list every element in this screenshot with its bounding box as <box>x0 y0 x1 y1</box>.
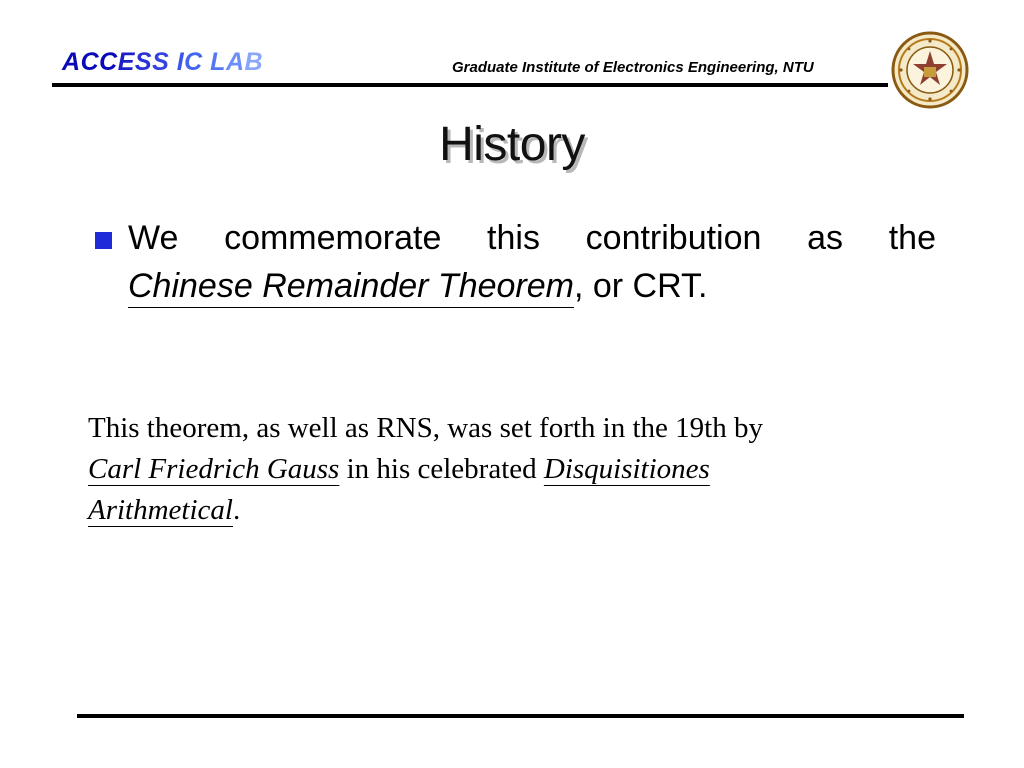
bullet-line-1 <box>128 214 936 262</box>
bullet-square-icon <box>95 232 112 249</box>
bullet-line-2 <box>128 262 936 310</box>
bullet-word: We <box>128 219 179 257</box>
lab-logo-char: A <box>225 48 245 76</box>
lab-logo-char: B <box>244 48 264 76</box>
lab-logo-char: S <box>134 48 153 76</box>
crt-term: Chinese Remainder Theorem <box>128 267 574 305</box>
bullet-word: as <box>807 219 844 257</box>
lab-logo-text <box>62 48 263 77</box>
bullet-word: contribution <box>585 219 762 257</box>
lab-logo-char <box>203 48 210 77</box>
lab-logo-char: C <box>80 48 100 76</box>
work-title-part1: Disquisitiones <box>543 453 710 485</box>
lab-logo-char <box>169 48 176 77</box>
lab-logo-char: I <box>176 48 185 76</box>
para-middle: in his celebrated <box>339 453 544 485</box>
bullet-tail: , or CRT. <box>573 267 708 305</box>
bullet-word: the <box>888 219 936 257</box>
university-seal-icon <box>891 31 969 109</box>
lab-logo-char: A <box>62 48 81 76</box>
lab-logo-char: L <box>210 48 226 76</box>
lab-logo-char: S <box>152 48 170 76</box>
bullet-word: commemorate <box>224 219 442 257</box>
lab-logo-char: C <box>184 48 203 76</box>
institute-name: Graduate Institute of Electronics Engineering, NTU <box>452 59 814 76</box>
para-lead: This theorem, as well as RNS, was set forth in the 19th by <box>88 412 763 444</box>
gauss-paragraph <box>88 408 908 531</box>
lab-logo-char: C <box>99 48 118 76</box>
work-title-part2: Arithmetical <box>88 494 233 526</box>
para-end: . <box>232 494 241 526</box>
header-rule <box>52 83 888 87</box>
footer-rule <box>77 714 964 718</box>
bullet-text <box>128 214 936 310</box>
gauss-name: Carl Friedrich Gauss <box>88 453 340 485</box>
bullet-word: this <box>487 219 540 257</box>
lab-logo-char: E <box>117 48 135 76</box>
slide-title: History <box>439 118 585 171</box>
